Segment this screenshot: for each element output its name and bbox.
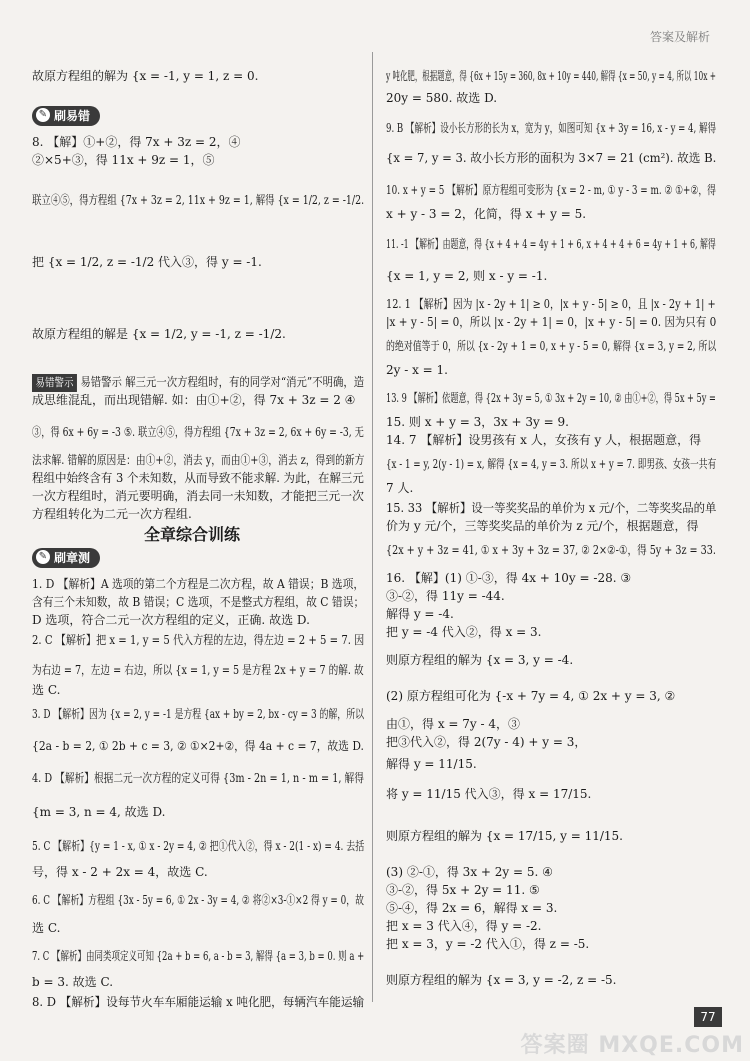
text-line: 选 C. xyxy=(32,921,61,935)
page-number: 77 xyxy=(694,1007,722,1027)
text-line: 则原方程组的解为 {x = 17/15, y = 11/15. xyxy=(386,829,623,843)
text-line: 价为 y 元/个，三等奖奖品的单价为 z 元/个，根据题意，得 xyxy=(386,519,699,533)
text-line: (2) 原方程组可化为 {-x + 7y = 4, ① 2x + y = 3, ② xyxy=(386,689,676,703)
watermark: 答案圈 MXQE.COM xyxy=(520,1033,744,1058)
text-line: 20y = 580. 故选 D. xyxy=(386,91,498,105)
text-line: 5. C 【解析】{y = 1 - x, ① x - 2y = 4, ② 把①代入②，得 x - 2(1 - x) = 4. 去括 xyxy=(32,839,365,853)
section-badge-shuayicuo: ✎ 刷易错 xyxy=(32,106,100,126)
text-line: 一次方程组时，消元要明确，消去同一未知数，才能把三元一次 xyxy=(32,489,365,503)
text-line: 2y - x = 1. xyxy=(386,363,448,377)
text-line: 10. x + y = 5 【解析】原方程组可变形为 {x = 2 - m, ① y - 3 = m. ② ①+②，得 xyxy=(386,183,716,197)
text-line: {2x + y + 3z = 41, ① x + 3y + 3z = 37, ② 2×②-①，得 5y + 3z = 33. xyxy=(386,543,716,557)
text-line: 把 y = -4 代入②，得 x = 3. xyxy=(386,625,542,639)
text-line: D 选项，符合二元一次方程组的定义，正确. 故选 D. xyxy=(32,613,310,627)
text-line: 把 x = 3，y = -2 代入①，得 z = -5. xyxy=(386,937,590,951)
warning-label: 易错警示 xyxy=(32,374,77,392)
text-line: ⑤-④，得 2x = 6，解得 x = 3. xyxy=(386,901,558,915)
text-line: 11. -1 【解析】由题意，得 {x + 4 + 4 = 4y + 1 + 6, x + 4 + 4 + 6 = 4y + 1 + 6, 解得 xyxy=(386,237,716,251)
text-line: {m = 3, n = 4, 故选 D. xyxy=(32,805,166,819)
text-line: 将 y = 11/15 代入③，得 x = 17/15. xyxy=(386,787,592,801)
text-line: 9. B 【解析】设小长方形的长为 x，宽为 y，如图可知 {x + 3y = 16, x - y = 4, 解得 xyxy=(386,121,717,135)
text-line: x + y - 3 = 2，化简，得 x + y = 5. xyxy=(386,207,587,221)
page-header: 答案及解析 xyxy=(649,30,710,44)
text-line: 故原方程组的解为 {x = -1, y = 1, z = 0. xyxy=(32,69,259,83)
text-line: 则原方程组的解为 {x = 3, y = -4. xyxy=(386,653,574,667)
pen-icon: ✎ xyxy=(36,550,50,564)
text-line: |x + y - 5| = 0，所以 |x - 2y + 1| = 0，|x + y - 5| = 0. 因为只有 0 xyxy=(386,315,717,329)
text-line: 8. D 【解析】设每节火车车厢能运输 x 吨化肥，每辆汽车能运输 xyxy=(32,995,365,1009)
text-line: b = 3. 故选 C. xyxy=(32,975,114,989)
text-line: 为右边 = 7，左边 = 右边，所以 {x = 1, y = 5 是方程 2x + y = 7 的解. 故 xyxy=(32,663,364,677)
text-line: 6. C 【解析】方程组 {3x - 5y = 6, ① 2x - 3y = 4, ② 将②×3-①×2 得 y = 0，故 xyxy=(32,893,364,907)
text-line: 则原方程组的解为 {x = 3, y = -2, z = -5. xyxy=(386,973,617,987)
text-line: 方程组转化为二元一次方程组. xyxy=(32,507,192,521)
text-line: 7 人. xyxy=(386,481,414,495)
text-line: 14. 7 【解析】设男孩有 x 人，女孩有 y 人，根据题意，得 xyxy=(386,433,702,447)
text-line: ③-②，得 11y = -44. xyxy=(386,589,505,603)
section-badge-shuazhangce: ✎ 刷章测 xyxy=(32,548,100,568)
text-line: 4. D 【解析】根据二元一次方程的定义可得 {3m - 2n = 1, n - m = 1, 解得 xyxy=(32,771,364,785)
text-line: 12. 1 【解析】因为 |x - 2y + 1| ≥ 0，|x + y - 5| ≥ 0，且 |x - 2y + 1| + xyxy=(386,297,716,311)
pen-icon: ✎ xyxy=(36,108,50,122)
text-line: 把 {x = 1/2, z = -1/2 代入③，得 y = -1. xyxy=(32,255,262,269)
text-line: 成思维混乱，而出现错解. 如：由①+②，得 7x + 3z = 2 ④ xyxy=(32,393,356,407)
text-line: ③-②，得 5x + 2y = 11. ⑤ xyxy=(386,883,540,897)
text-line: 故原方程组的解是 {x = 1/2, y = -1, z = -1/2. xyxy=(32,327,286,341)
text-line: 2. C 【解析】把 x = 1, y = 5 代入方程的左边，得左边 = 2 + 5 = 7. 因 xyxy=(32,633,365,647)
text-line: 15. 则 x + y = 3，3x + 3y = 9. xyxy=(386,415,569,429)
text-line: 1. D 【解析】A 选项的第二个方程是二次方程，故 A 错误；B 选项， xyxy=(32,577,365,591)
text-line: y 吨化肥，根据题意，得 {6x + 15y = 360, 8x + 10y = 440, 解得 {x = 50, y = 4, 所以 10x + xyxy=(386,69,716,83)
text-line: 含有三个未知数，故 B 错误；C 选项，不是整式方程组，故 C 错误； xyxy=(32,595,365,609)
text-line: 8. 【解】①+②，得 7x + 3z = 2，④ xyxy=(32,135,241,149)
text-line: 把③代入②，得 2(7y - 4) + y = 3， xyxy=(386,735,587,749)
text-line: 号，得 x - 2 + 2x = 4，故选 C. xyxy=(32,865,208,879)
text-line: 解得 y = 11/15. xyxy=(386,757,477,771)
text-line: 13. 9 【解析】依题意，得 {2x + 3y = 5, ① 3x + 2y = 10, ② 由①+②，得 5x + 5y = xyxy=(386,391,716,405)
text-line: 联立④⑤，得方程组 {7x + 3z = 2, 11x + 9z = 1, 解得 {x = 1/2, z = -1/2. xyxy=(32,193,365,207)
text-line: 把 x = 3 代入④，得 y = -2. xyxy=(386,919,542,933)
text-line: 法求解. 错解的原因是：由①+②，消去 y，而由①+③，消去 z，得到的新方 xyxy=(32,453,365,467)
text-line: 15. 33 【解析】设一等奖奖品的单价为 x 元/个，二等奖奖品的单 xyxy=(386,501,717,515)
text-line: 的绝对值等于 0，所以 {x - 2y + 1 = 0, x + y - 5 = 0, 解得 {x = 3, y = 2, 所以 xyxy=(386,339,717,353)
text-line: 由①，得 x = 7y - 4，③ xyxy=(386,717,520,731)
text-line: {2a - b = 2, ① 2b + c = 3, ② ①×2+②，得 4a + c = 7，故选 D. xyxy=(32,739,364,753)
text-line: 16. 【解】(1) ①-③，得 4x + 10y = -28. ③ xyxy=(386,571,632,585)
column-divider xyxy=(372,52,373,1002)
text-line: ②×5+③，得 11x + 9z = 1，⑤ xyxy=(32,153,215,167)
text-line: 解得 y = -4. xyxy=(386,607,454,621)
text-line: {x = 7, y = 3. 故小长方形的面积为 3×7 = 21 (cm²). 故选 B. xyxy=(386,151,717,165)
text-line: 7. C 【解析】由同类项定义可知 {2a + b = 6, a - b = 3, 解得 {a = 3, b = 0. 则 a + xyxy=(32,949,365,963)
text-line: {x = 1, y = 2, 则 x - y = -1. xyxy=(386,269,548,283)
text-line: 3. D 【解析】因为 {x = 2, y = -1 是方程 {ax + by = 2, bx - cy = 3 的解，所以 xyxy=(32,707,365,721)
text-line: (3) ②-①，得 3x + 2y = 5. ④ xyxy=(386,865,553,879)
error-warning-line: 易错警示 易错警示 解三元一次方程组时，有的同学对“消元”不明确，造 xyxy=(32,374,364,392)
text-line: 选 C. xyxy=(32,683,61,697)
text-line: ③，得 6x + 6y = -3 ⑤. 联立④⑤，得方程组 {7x + 3z = 2, 6x + 6y = -3, 无 xyxy=(32,425,364,439)
text-line: {x - 1 = y, 2(y - 1) = x, 解得 {x = 4, y = 3. 所以 x + y = 7. 即男孩、女孩一共有 xyxy=(386,457,717,471)
text-line: 程组中始终含有 3 个未知数，从而导致不能求解. 为此，在解三元 xyxy=(32,471,364,485)
chapter-title: 全章综合训练 xyxy=(144,525,241,544)
